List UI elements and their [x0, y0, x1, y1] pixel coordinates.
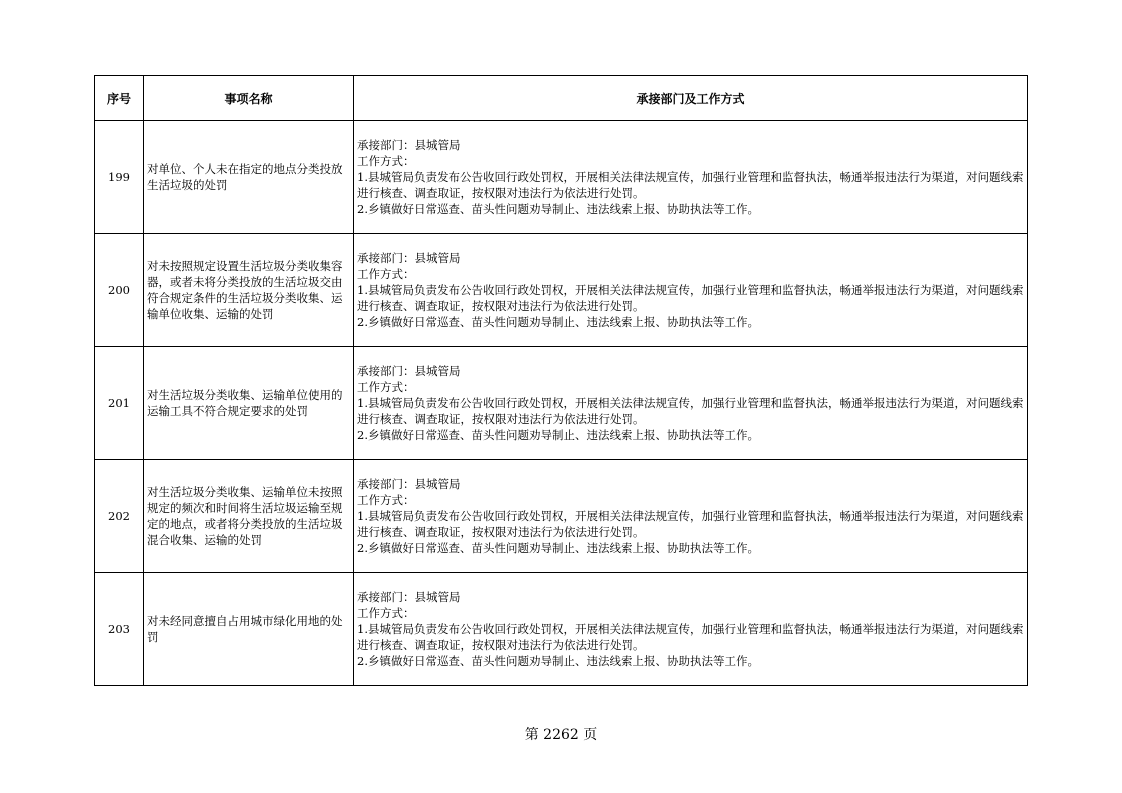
method-item-2: 2.乡镇做好日常巡查、苗头性问题劝导制止、违法线索上报、协助执法等工作。 [357, 541, 759, 555]
method-item-2: 2.乡镇做好日常巡查、苗头性问题劝导制止、违法线索上报、协助执法等工作。 [357, 315, 759, 329]
row-serial-number: 201 [95, 347, 144, 460]
table-row [95, 573, 1028, 686]
table-row [95, 234, 1028, 347]
method-item-1: 1.县城管局负责发布公告收回行政处罚权，开展相关法律法规宣传，加强行业管理和监督执法，畅通举报违法行为渠道，对问题线索进行核查、调查取证，按权限对违法行为依法进行处罚。 [357, 622, 1024, 652]
header-department-method: 承接部门及工作方式 [354, 76, 1028, 121]
method-label: 工作方式： [357, 154, 415, 168]
method-label: 工作方式： [357, 606, 415, 620]
row-matter-name: 对单位、个人未在指定的地点分类投放生活垃圾的处罚 [144, 121, 354, 234]
method-label: 工作方式： [357, 493, 415, 507]
method-item-1: 1.县城管局负责发布公告收回行政处罚权，开展相关法律法规宣传，加强行业管理和监督执法，畅通举报违法行为渠道，对问题线索进行核查、调查取证，按权限对违法行为依法进行处罚。 [357, 170, 1024, 200]
row-department-method [354, 234, 1028, 347]
department-line: 承接部门：县城管局 [357, 251, 461, 265]
row-serial-number: 200 [95, 234, 144, 347]
header-row [95, 76, 1028, 121]
header-matter-name: 事项名称 [144, 76, 354, 121]
row-matter-name: 对未经同意擅自占用城市绿化用地的处罚 [144, 573, 354, 686]
department-line: 承接部门：县城管局 [357, 138, 461, 152]
matters-table [94, 75, 1028, 686]
method-item-2: 2.乡镇做好日常巡查、苗头性问题劝导制止、违法线索上报、协助执法等工作。 [357, 654, 759, 668]
row-matter-name: 对生活垃圾分类收集、运输单位未按照规定的频次和时间将生活垃圾运输至规定的地点，或者将分类投放的生活垃圾混合收集、运输的处罚 [144, 460, 354, 573]
row-department-method [354, 347, 1028, 460]
row-matter-name: 对未按照规定设置生活垃圾分类收集容器，或者未将分类投放的生活垃圾交由符合规定条件的生活垃圾分类收集、运输单位收集、运输的处罚 [144, 234, 354, 347]
row-serial-number: 202 [95, 460, 144, 573]
department-line: 承接部门：县城管局 [357, 364, 461, 378]
table-row [95, 121, 1028, 234]
row-department-method [354, 573, 1028, 686]
department-line: 承接部门：县城管局 [357, 590, 461, 604]
row-department-method [354, 121, 1028, 234]
department-line: 承接部门：县城管局 [357, 477, 461, 491]
method-item-2: 2.乡镇做好日常巡查、苗头性问题劝导制止、违法线索上报、协助执法等工作。 [357, 428, 759, 442]
method-item-2: 2.乡镇做好日常巡查、苗头性问题劝导制止、违法线索上报、协助执法等工作。 [357, 202, 759, 216]
row-department-method [354, 460, 1028, 573]
page-number: 第 2262 页 [524, 727, 598, 743]
method-label: 工作方式： [357, 380, 415, 394]
row-serial-number: 203 [95, 573, 144, 686]
method-item-1: 1.县城管局负责发布公告收回行政处罚权，开展相关法律法规宣传，加强行业管理和监督执法，畅通举报违法行为渠道，对问题线索进行核查、调查取证，按权限对违法行为依法进行处罚。 [357, 283, 1024, 313]
method-item-1: 1.县城管局负责发布公告收回行政处罚权，开展相关法律法规宣传，加强行业管理和监督执法，畅通举报违法行为渠道，对问题线索进行核查、调查取证，按权限对违法行为依法进行处罚。 [357, 396, 1024, 426]
method-label: 工作方式： [357, 267, 415, 281]
row-matter-name: 对生活垃圾分类收集、运输单位使用的运输工具不符合规定要求的处罚 [144, 347, 354, 460]
row-serial-number: 199 [95, 121, 144, 234]
header-serial-number: 序号 [95, 76, 144, 121]
table-row [95, 460, 1028, 573]
method-item-1: 1.县城管局负责发布公告收回行政处罚权，开展相关法律法规宣传，加强行业管理和监督执法，畅通举报违法行为渠道，对问题线索进行核查、调查取证，按权限对违法行为依法进行处罚。 [357, 509, 1024, 539]
table-row [95, 347, 1028, 460]
